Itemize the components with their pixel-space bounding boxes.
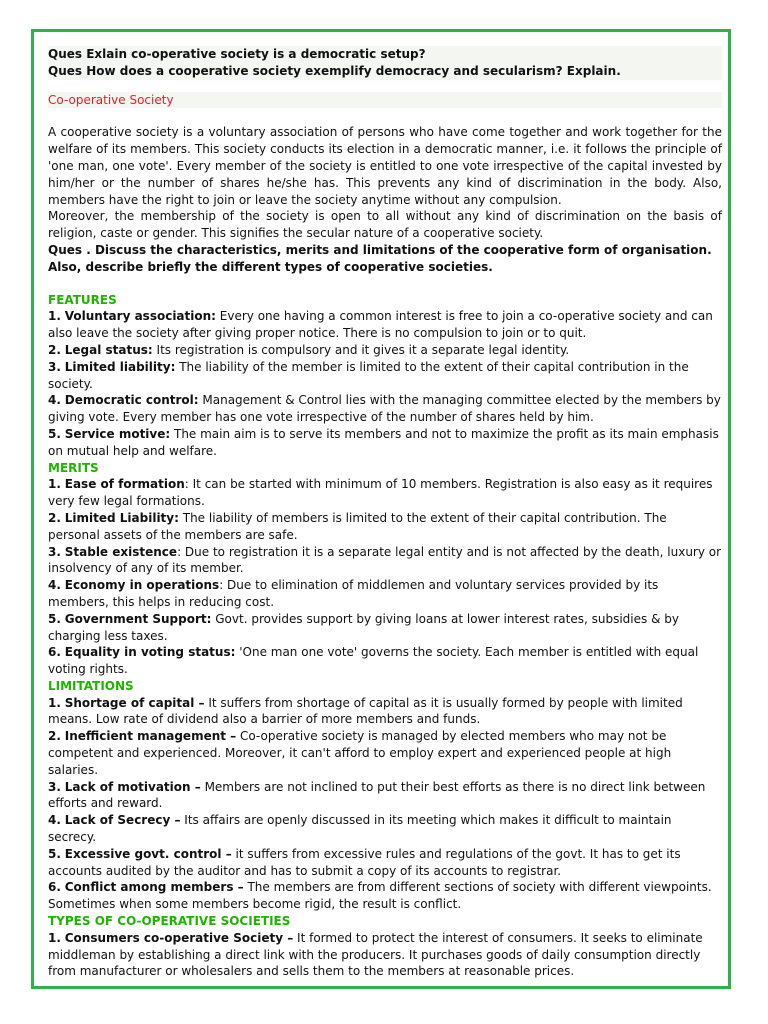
list-item: 4. Democratic control: Management & Control lies with the managing committee elected by the members by giving vote. Every member has one vote irrespective of the number of shares held by him. — [48, 393, 721, 425]
questions-block — [48, 46, 722, 80]
list-item: 5. Service motive: The main aim is to serve its members and not to maximize the profit as its main emphasis on mutual help and welfare. — [48, 426, 719, 458]
list-item: 2. Legal status: Its registration is compulsory and it gives it a separate legal identity. — [48, 342, 570, 357]
list-item: 4. Lack of Secrecy – Its affairs are openly discussed in its meeting which makes it difficult to maintain secrecy. — [48, 813, 672, 845]
features-heading: FEATURES — [48, 292, 117, 307]
intro-paragraph-2: Moreover, the membership of the society is open to all without any kind of discrimination on the basis of religion, caste or gender. This signifies the secular nature of a cooperative society. — [48, 209, 722, 241]
list-item: 1. Shortage of capital – It suffers from shortage of capital as it is usually formed by people with limited means. Low rate of dividend also a barrier of more members and funds. — [48, 695, 683, 727]
list-item: 6. Equality in voting status: 'One man one vote' governs the society. Each member is entitled with equal voting rights. — [48, 645, 699, 677]
document-content — [48, 46, 722, 980]
list-item: 3. Limited liability: The liability of the member is limited to the extent of their capital contribution in the society. — [48, 359, 689, 391]
list-item: 1. Consumers co-operative Society – It formed to protect the interest of consumers. It seeks to eliminate middleman by establishing a direct link with the producers. It purchases goods of daily consumption directly from manufacturer or wholesalers and sells them to the members at reasonable prices. — [48, 930, 703, 979]
list-item: 1. Voluntary association: Every one having a common interest is free to join a co-operative society and can also leave the society after giving proper notice. There is no compulsion to join or to quit. — [48, 309, 713, 341]
types-list — [48, 930, 722, 980]
list-item: 5. Excessive govt. control – it suffers from excessive rules and regulations of the govt. It has to get its accounts audited by the auditor and has to submit a copy of its accounts to registrar. — [48, 846, 681, 878]
merits-heading: MERITS — [48, 460, 99, 475]
list-item: 1. Ease of formation: It can be started with minimum of 10 members. Registration is also easy as it requires very few legal formations. — [48, 477, 713, 509]
limitations-heading: LIMITATIONS — [48, 678, 134, 693]
features-list — [48, 308, 722, 459]
document-page — [31, 29, 731, 989]
list-item: 3. Lack of motivation – Members are not inclined to put their best efforts as there is no direct link between efforts and reward. — [48, 779, 706, 811]
question-3: Ques . Discuss the characteristics, merits and limitations of the cooperative form of organisation. Also, describe briefly the different types of cooperative societies. — [48, 242, 712, 274]
merits-list — [48, 476, 722, 678]
section-heading: Co-operative Society — [48, 92, 174, 107]
list-item: 3. Stable existence: Due to registration it is a separate legal entity and is not affected by the death, luxury or insolvency of any of its member. — [48, 544, 722, 576]
limitations-list — [48, 695, 722, 913]
question-1: Ques Exlain co-operative society is a democratic setup? — [48, 47, 426, 61]
question-2: Ques How does a cooperative society exemplify democracy and secularism? Explain. — [48, 63, 621, 78]
list-item: 2. Limited Liability: The liability of members is limited to the extent of their capital contribution. The personal assets of the members are safe. — [48, 510, 667, 542]
types-heading: TYPES OF CO-OPERATIVE SOCIETIES — [48, 914, 291, 929]
list-item: 6. Conflict among members – The members are from different sections of society with different viewpoints. Sometimes when some members become rigid, the result is conflict. — [48, 880, 712, 912]
list-item: 5. Government Support: Govt. provides support by giving loans at lower interest rates, subsidies & by charging less taxes. — [48, 611, 679, 643]
list-item: 4. Economy in operations: Due to elimination of middlemen and voluntary services provided by its members, this helps in reducing cost. — [48, 578, 659, 609]
list-item: 2. Inefficient management – Co-operative society is managed by elected members who may not be competent and experienced. Moreover, it can't afford to employ expert and experienced people at high salaries. — [48, 729, 672, 777]
intro-paragraph-1: A cooperative society is a voluntary association of persons who have come together and work together for the welfare of its members. This society conducts its election in a democratic manner, i.e. it follows the principle of 'one man, one vote'. Every member of the society is entitled to one vote irrespective of the capital invested by him/her or the number of shares he/she has. This prevents any kind of discrimination in the body. Also, members have the right to join or leave the society anytime without any compulsion. — [48, 125, 722, 207]
